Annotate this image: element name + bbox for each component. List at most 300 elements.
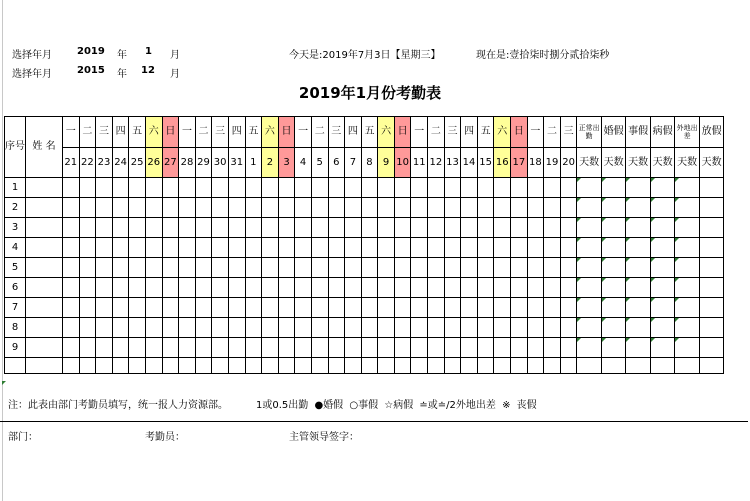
summary-cell[interactable]	[577, 358, 602, 374]
attendance-cell[interactable]	[428, 318, 445, 338]
attendance-cell[interactable]	[96, 298, 113, 318]
attendance-cell[interactable]	[560, 318, 577, 338]
attendance-cell[interactable]	[195, 238, 212, 258]
summary-cell[interactable]	[699, 358, 724, 374]
summary-cell[interactable]	[626, 338, 651, 358]
attendance-cell[interactable]	[262, 338, 279, 358]
attendance-cell[interactable]	[560, 198, 577, 218]
attendance-cell[interactable]	[63, 218, 80, 238]
attendance-cell[interactable]	[378, 178, 395, 198]
attendance-cell[interactable]	[212, 318, 229, 338]
attendance-cell[interactable]	[444, 358, 461, 374]
attendance-cell[interactable]	[511, 258, 528, 278]
employee-name-cell[interactable]	[26, 358, 63, 374]
attendance-cell[interactable]	[394, 298, 411, 318]
attendance-cell[interactable]	[228, 318, 245, 338]
attendance-cell[interactable]	[228, 218, 245, 238]
attendance-cell[interactable]	[79, 298, 96, 318]
attendance-cell[interactable]	[494, 298, 511, 318]
attendance-cell[interactable]	[527, 338, 544, 358]
attendance-cell[interactable]	[361, 178, 378, 198]
summary-cell[interactable]	[675, 338, 700, 358]
employee-name-cell[interactable]	[26, 218, 63, 238]
attendance-cell[interactable]	[544, 278, 561, 298]
attendance-cell[interactable]	[328, 318, 345, 338]
attendance-cell[interactable]	[311, 338, 328, 358]
attendance-cell[interactable]	[79, 238, 96, 258]
summary-cell[interactable]	[650, 178, 675, 198]
attendance-cell[interactable]	[428, 278, 445, 298]
attendance-cell[interactable]	[411, 218, 428, 238]
employee-name-cell[interactable]	[26, 318, 63, 338]
attendance-cell[interactable]	[494, 178, 511, 198]
attendance-cell[interactable]	[129, 178, 146, 198]
attendance-cell[interactable]	[494, 358, 511, 374]
attendance-cell[interactable]	[461, 318, 478, 338]
attendance-cell[interactable]	[262, 298, 279, 318]
attendance-cell[interactable]	[560, 298, 577, 318]
year-cell-1[interactable]: 2019	[77, 46, 105, 57]
attendance-cell[interactable]	[212, 178, 229, 198]
attendance-cell[interactable]	[212, 278, 229, 298]
attendance-cell[interactable]	[477, 178, 494, 198]
attendance-cell[interactable]	[295, 278, 312, 298]
attendance-cell[interactable]	[278, 198, 295, 218]
attendance-cell[interactable]	[179, 318, 196, 338]
attendance-cell[interactable]	[179, 218, 196, 238]
attendance-cell[interactable]	[311, 278, 328, 298]
attendance-cell[interactable]	[544, 238, 561, 258]
attendance-cell[interactable]	[477, 358, 494, 374]
attendance-cell[interactable]	[162, 338, 179, 358]
attendance-cell[interactable]	[162, 178, 179, 198]
attendance-cell[interactable]	[145, 278, 162, 298]
attendance-cell[interactable]	[328, 298, 345, 318]
attendance-cell[interactable]	[444, 178, 461, 198]
attendance-cell[interactable]	[162, 218, 179, 238]
summary-cell[interactable]	[675, 198, 700, 218]
summary-cell[interactable]	[699, 278, 724, 298]
summary-cell[interactable]	[699, 338, 724, 358]
attendance-cell[interactable]	[494, 338, 511, 358]
attendance-cell[interactable]	[162, 298, 179, 318]
attendance-cell[interactable]	[96, 338, 113, 358]
summary-cell[interactable]	[675, 178, 700, 198]
attendance-cell[interactable]	[544, 258, 561, 278]
attendance-cell[interactable]	[560, 258, 577, 278]
summary-cell[interactable]	[699, 258, 724, 278]
attendance-cell[interactable]	[145, 198, 162, 218]
attendance-cell[interactable]	[245, 258, 262, 278]
month-cell-2[interactable]: 12	[141, 65, 155, 76]
summary-cell[interactable]	[626, 278, 651, 298]
employee-name-cell[interactable]	[26, 198, 63, 218]
summary-cell[interactable]	[650, 198, 675, 218]
attendance-cell[interactable]	[228, 358, 245, 374]
summary-cell[interactable]	[626, 258, 651, 278]
summary-cell[interactable]	[601, 238, 626, 258]
attendance-cell[interactable]	[461, 278, 478, 298]
attendance-cell[interactable]	[527, 278, 544, 298]
attendance-cell[interactable]	[145, 218, 162, 238]
summary-cell[interactable]	[577, 198, 602, 218]
attendance-cell[interactable]	[162, 278, 179, 298]
attendance-cell[interactable]	[544, 218, 561, 238]
attendance-cell[interactable]	[494, 218, 511, 238]
summary-cell[interactable]	[601, 258, 626, 278]
attendance-cell[interactable]	[262, 258, 279, 278]
attendance-cell[interactable]	[311, 358, 328, 374]
attendance-cell[interactable]	[79, 318, 96, 338]
attendance-cell[interactable]	[477, 298, 494, 318]
attendance-cell[interactable]	[245, 318, 262, 338]
attendance-cell[interactable]	[527, 298, 544, 318]
attendance-cell[interactable]	[461, 258, 478, 278]
attendance-cell[interactable]	[328, 178, 345, 198]
attendance-cell[interactable]	[63, 238, 80, 258]
attendance-cell[interactable]	[228, 178, 245, 198]
attendance-cell[interactable]	[428, 298, 445, 318]
attendance-cell[interactable]	[411, 298, 428, 318]
attendance-cell[interactable]	[378, 358, 395, 374]
employee-name-cell[interactable]	[26, 278, 63, 298]
attendance-cell[interactable]	[345, 318, 362, 338]
attendance-cell[interactable]	[394, 258, 411, 278]
attendance-cell[interactable]	[560, 278, 577, 298]
attendance-cell[interactable]	[361, 278, 378, 298]
attendance-cell[interactable]	[378, 238, 395, 258]
attendance-cell[interactable]	[228, 298, 245, 318]
attendance-cell[interactable]	[262, 358, 279, 374]
attendance-cell[interactable]	[428, 358, 445, 374]
attendance-cell[interactable]	[96, 318, 113, 338]
attendance-cell[interactable]	[112, 198, 129, 218]
summary-cell[interactable]	[626, 298, 651, 318]
summary-cell[interactable]	[650, 358, 675, 374]
attendance-cell[interactable]	[461, 218, 478, 238]
attendance-cell[interactable]	[295, 298, 312, 318]
summary-cell[interactable]	[650, 258, 675, 278]
attendance-cell[interactable]	[228, 278, 245, 298]
attendance-cell[interactable]	[278, 218, 295, 238]
attendance-cell[interactable]	[345, 178, 362, 198]
attendance-cell[interactable]	[361, 238, 378, 258]
attendance-cell[interactable]	[527, 358, 544, 374]
attendance-cell[interactable]	[262, 218, 279, 238]
summary-cell[interactable]	[699, 238, 724, 258]
attendance-cell[interactable]	[511, 198, 528, 218]
summary-cell[interactable]	[675, 358, 700, 374]
attendance-cell[interactable]	[278, 278, 295, 298]
attendance-cell[interactable]	[311, 178, 328, 198]
attendance-cell[interactable]	[411, 318, 428, 338]
attendance-cell[interactable]	[378, 218, 395, 238]
attendance-cell[interactable]	[79, 198, 96, 218]
attendance-cell[interactable]	[411, 178, 428, 198]
attendance-cell[interactable]	[96, 358, 113, 374]
attendance-cell[interactable]	[511, 178, 528, 198]
attendance-cell[interactable]	[145, 258, 162, 278]
summary-cell[interactable]	[650, 318, 675, 338]
attendance-cell[interactable]	[328, 358, 345, 374]
attendance-cell[interactable]	[295, 318, 312, 338]
attendance-cell[interactable]	[212, 298, 229, 318]
attendance-cell[interactable]	[129, 238, 146, 258]
attendance-cell[interactable]	[212, 358, 229, 374]
attendance-cell[interactable]	[461, 198, 478, 218]
attendance-cell[interactable]	[63, 278, 80, 298]
attendance-cell[interactable]	[511, 358, 528, 374]
attendance-cell[interactable]	[195, 198, 212, 218]
summary-cell[interactable]	[626, 358, 651, 374]
attendance-cell[interactable]	[195, 218, 212, 238]
attendance-cell[interactable]	[477, 218, 494, 238]
attendance-cell[interactable]	[411, 258, 428, 278]
summary-cell[interactable]	[650, 338, 675, 358]
attendance-cell[interactable]	[345, 338, 362, 358]
summary-cell[interactable]	[675, 238, 700, 258]
summary-cell[interactable]	[675, 258, 700, 278]
attendance-cell[interactable]	[361, 338, 378, 358]
summary-cell[interactable]	[601, 278, 626, 298]
attendance-cell[interactable]	[228, 238, 245, 258]
attendance-cell[interactable]	[328, 218, 345, 238]
attendance-cell[interactable]	[394, 218, 411, 238]
attendance-cell[interactable]	[428, 238, 445, 258]
attendance-cell[interactable]	[228, 258, 245, 278]
attendance-cell[interactable]	[328, 338, 345, 358]
attendance-cell[interactable]	[129, 218, 146, 238]
attendance-cell[interactable]	[444, 258, 461, 278]
attendance-cell[interactable]	[245, 198, 262, 218]
attendance-cell[interactable]	[527, 178, 544, 198]
attendance-cell[interactable]	[79, 358, 96, 374]
summary-cell[interactable]	[650, 218, 675, 238]
attendance-cell[interactable]	[262, 318, 279, 338]
attendance-cell[interactable]	[245, 178, 262, 198]
employee-name-cell[interactable]	[26, 258, 63, 278]
summary-cell[interactable]	[577, 238, 602, 258]
attendance-cell[interactable]	[394, 238, 411, 258]
attendance-cell[interactable]	[262, 178, 279, 198]
attendance-cell[interactable]	[79, 218, 96, 238]
summary-cell[interactable]	[626, 178, 651, 198]
attendance-cell[interactable]	[63, 178, 80, 198]
attendance-cell[interactable]	[361, 358, 378, 374]
attendance-cell[interactable]	[112, 278, 129, 298]
attendance-cell[interactable]	[129, 198, 146, 218]
attendance-cell[interactable]	[295, 338, 312, 358]
attendance-cell[interactable]	[311, 318, 328, 338]
attendance-cell[interactable]	[79, 338, 96, 358]
attendance-cell[interactable]	[63, 298, 80, 318]
attendance-cell[interactable]	[245, 358, 262, 374]
attendance-cell[interactable]	[428, 218, 445, 238]
attendance-cell[interactable]	[411, 338, 428, 358]
attendance-cell[interactable]	[511, 238, 528, 258]
attendance-cell[interactable]	[212, 198, 229, 218]
attendance-cell[interactable]	[228, 198, 245, 218]
attendance-cell[interactable]	[245, 298, 262, 318]
attendance-cell[interactable]	[245, 218, 262, 238]
attendance-cell[interactable]	[560, 178, 577, 198]
attendance-cell[interactable]	[527, 198, 544, 218]
attendance-cell[interactable]	[527, 218, 544, 238]
attendance-cell[interactable]	[544, 358, 561, 374]
attendance-cell[interactable]	[212, 258, 229, 278]
attendance-cell[interactable]	[328, 258, 345, 278]
attendance-cell[interactable]	[378, 258, 395, 278]
attendance-cell[interactable]	[494, 318, 511, 338]
attendance-cell[interactable]	[411, 278, 428, 298]
attendance-cell[interactable]	[527, 318, 544, 338]
attendance-cell[interactable]	[311, 258, 328, 278]
attendance-cell[interactable]	[361, 298, 378, 318]
attendance-cell[interactable]	[112, 218, 129, 238]
attendance-cell[interactable]	[311, 238, 328, 258]
summary-cell[interactable]	[699, 218, 724, 238]
summary-cell[interactable]	[577, 318, 602, 338]
attendance-cell[interactable]	[345, 218, 362, 238]
attendance-cell[interactable]	[129, 358, 146, 374]
attendance-cell[interactable]	[494, 258, 511, 278]
attendance-cell[interactable]	[428, 338, 445, 358]
attendance-cell[interactable]	[262, 278, 279, 298]
attendance-cell[interactable]	[96, 198, 113, 218]
attendance-cell[interactable]	[428, 198, 445, 218]
attendance-cell[interactable]	[179, 278, 196, 298]
attendance-cell[interactable]	[179, 198, 196, 218]
attendance-cell[interactable]	[345, 298, 362, 318]
attendance-cell[interactable]	[278, 178, 295, 198]
summary-cell[interactable]	[577, 218, 602, 238]
attendance-cell[interactable]	[311, 298, 328, 318]
attendance-cell[interactable]	[411, 198, 428, 218]
summary-cell[interactable]	[577, 178, 602, 198]
attendance-cell[interactable]	[295, 358, 312, 374]
attendance-cell[interactable]	[63, 358, 80, 374]
summary-cell[interactable]	[699, 318, 724, 338]
attendance-cell[interactable]	[179, 178, 196, 198]
summary-cell[interactable]	[601, 198, 626, 218]
attendance-cell[interactable]	[96, 258, 113, 278]
attendance-cell[interactable]	[262, 238, 279, 258]
attendance-cell[interactable]	[361, 318, 378, 338]
attendance-cell[interactable]	[394, 358, 411, 374]
attendance-cell[interactable]	[278, 358, 295, 374]
attendance-cell[interactable]	[179, 238, 196, 258]
summary-cell[interactable]	[577, 298, 602, 318]
attendance-cell[interactable]	[311, 218, 328, 238]
attendance-cell[interactable]	[361, 258, 378, 278]
attendance-cell[interactable]	[511, 218, 528, 238]
attendance-cell[interactable]	[112, 318, 129, 338]
attendance-cell[interactable]	[345, 278, 362, 298]
attendance-cell[interactable]	[278, 238, 295, 258]
attendance-cell[interactable]	[428, 258, 445, 278]
attendance-cell[interactable]	[262, 198, 279, 218]
attendance-cell[interactable]	[444, 298, 461, 318]
summary-cell[interactable]	[699, 198, 724, 218]
attendance-cell[interactable]	[179, 258, 196, 278]
attendance-cell[interactable]	[544, 298, 561, 318]
attendance-cell[interactable]	[195, 318, 212, 338]
summary-cell[interactable]	[601, 338, 626, 358]
attendance-cell[interactable]	[145, 338, 162, 358]
attendance-cell[interactable]	[527, 238, 544, 258]
attendance-cell[interactable]	[560, 238, 577, 258]
attendance-cell[interactable]	[129, 318, 146, 338]
summary-cell[interactable]	[601, 218, 626, 238]
attendance-cell[interactable]	[477, 318, 494, 338]
summary-cell[interactable]	[626, 198, 651, 218]
attendance-cell[interactable]	[179, 358, 196, 374]
attendance-cell[interactable]	[129, 338, 146, 358]
attendance-cell[interactable]	[63, 198, 80, 218]
attendance-cell[interactable]	[544, 318, 561, 338]
attendance-cell[interactable]	[361, 218, 378, 238]
attendance-cell[interactable]	[278, 318, 295, 338]
attendance-cell[interactable]	[461, 358, 478, 374]
attendance-cell[interactable]	[411, 358, 428, 374]
attendance-cell[interactable]	[96, 238, 113, 258]
attendance-cell[interactable]	[112, 238, 129, 258]
attendance-cell[interactable]	[112, 178, 129, 198]
employee-name-cell[interactable]	[26, 298, 63, 318]
summary-cell[interactable]	[601, 298, 626, 318]
attendance-cell[interactable]	[494, 198, 511, 218]
attendance-cell[interactable]	[245, 278, 262, 298]
attendance-cell[interactable]	[544, 338, 561, 358]
attendance-cell[interactable]	[494, 238, 511, 258]
attendance-cell[interactable]	[544, 198, 561, 218]
attendance-cell[interactable]	[79, 178, 96, 198]
summary-cell[interactable]	[577, 338, 602, 358]
attendance-cell[interactable]	[444, 278, 461, 298]
month-cell-1[interactable]: 1	[145, 46, 152, 57]
attendance-cell[interactable]	[145, 318, 162, 338]
attendance-cell[interactable]	[112, 298, 129, 318]
attendance-cell[interactable]	[328, 238, 345, 258]
attendance-cell[interactable]	[179, 298, 196, 318]
summary-cell[interactable]	[626, 218, 651, 238]
summary-cell[interactable]	[675, 298, 700, 318]
attendance-cell[interactable]	[295, 178, 312, 198]
summary-cell[interactable]	[675, 218, 700, 238]
attendance-cell[interactable]	[461, 178, 478, 198]
attendance-cell[interactable]	[511, 338, 528, 358]
summary-cell[interactable]	[675, 318, 700, 338]
attendance-cell[interactable]	[511, 278, 528, 298]
attendance-cell[interactable]	[477, 238, 494, 258]
attendance-cell[interactable]	[295, 258, 312, 278]
attendance-cell[interactable]	[328, 198, 345, 218]
attendance-cell[interactable]	[428, 178, 445, 198]
summary-cell[interactable]	[650, 278, 675, 298]
attendance-cell[interactable]	[278, 258, 295, 278]
attendance-cell[interactable]	[212, 218, 229, 238]
attendance-cell[interactable]	[477, 338, 494, 358]
summary-cell[interactable]	[577, 258, 602, 278]
attendance-cell[interactable]	[129, 298, 146, 318]
summary-cell[interactable]	[626, 238, 651, 258]
attendance-cell[interactable]	[560, 218, 577, 238]
attendance-cell[interactable]	[245, 238, 262, 258]
attendance-cell[interactable]	[112, 338, 129, 358]
attendance-cell[interactable]	[145, 178, 162, 198]
attendance-cell[interactable]	[394, 318, 411, 338]
attendance-cell[interactable]	[162, 238, 179, 258]
